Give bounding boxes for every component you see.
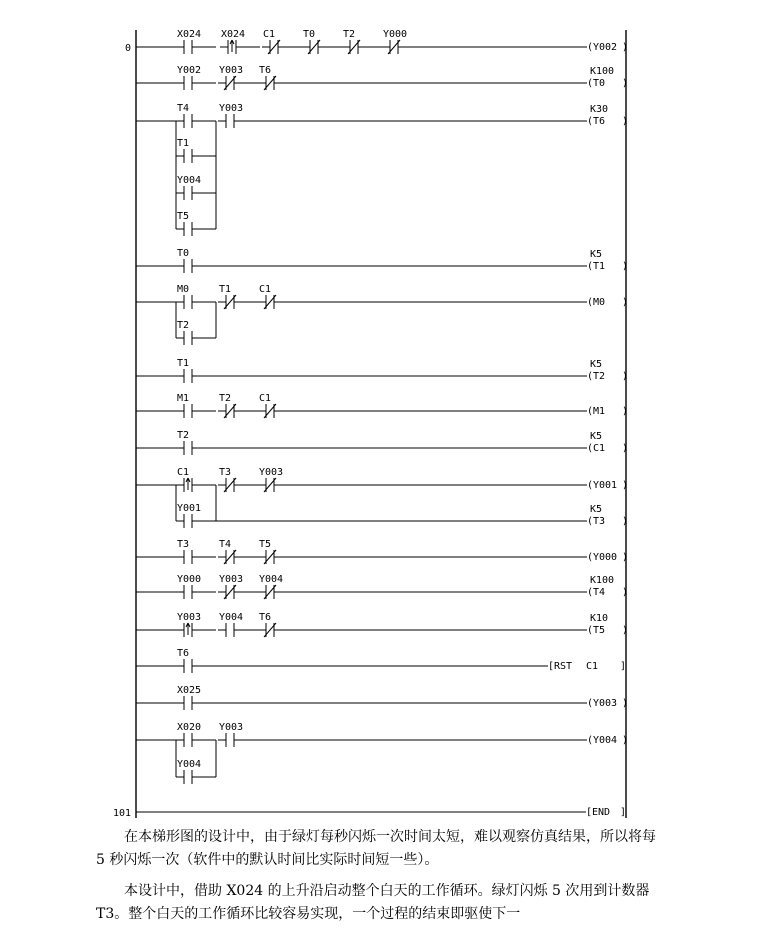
coil-label: Y004 bbox=[593, 735, 618, 746]
coil-label: T3 bbox=[593, 516, 606, 527]
coil-label: C1 bbox=[593, 443, 606, 454]
contact-label: Y004 bbox=[177, 175, 202, 186]
coil-bracket: ) bbox=[622, 698, 629, 709]
coil-label: T6 bbox=[593, 116, 606, 127]
step-number-end: 101 bbox=[112, 808, 131, 819]
coil-label: M1 bbox=[593, 406, 606, 417]
coil-bracket: ) bbox=[622, 297, 629, 308]
description-paragraph-1: 在本梯形图的设计中，由于绿灯每秒闪烁一次时间太短，难以观察仿真结果，所以将每 5 秒闪烁一次（软件中的默认时间比实际时间短一些）。 bbox=[96, 829, 656, 868]
contact-label: Y000 bbox=[383, 29, 408, 40]
coil-bracket: ( bbox=[587, 406, 594, 417]
description-paragraph-2: 本设计中，借助 X024 的上升沿启动整个白天的工作循环。绿灯闪烁 5 次用到计数器 T3。整个白天的工作循环比较容易实现，一个过程的结束即驱使下一 bbox=[96, 883, 650, 922]
coil-label: T2 bbox=[593, 371, 606, 382]
contact-label: T6 bbox=[177, 648, 190, 659]
coil-bracket: ( bbox=[587, 552, 594, 563]
coil-label: T1 bbox=[593, 261, 606, 272]
coil-bracket: ( bbox=[587, 261, 594, 272]
coil-bracket: ) bbox=[622, 78, 629, 89]
coil-preset: K5 bbox=[590, 249, 603, 260]
contact-label: T3 bbox=[219, 467, 232, 478]
contact-label: C1 bbox=[177, 467, 190, 478]
contact-label: T6 bbox=[259, 65, 272, 76]
coil-bracket: ) bbox=[622, 371, 629, 382]
contact-label: T1 bbox=[177, 358, 190, 369]
coil-bracket: ( bbox=[587, 516, 594, 527]
coil-bracket: ) bbox=[622, 625, 629, 636]
contact-label: T2 bbox=[177, 320, 190, 331]
coil-bracket: ) bbox=[622, 480, 629, 491]
contact-label: M1 bbox=[177, 393, 190, 404]
coil-label: Y000 bbox=[593, 552, 618, 563]
contact-label: Y003 bbox=[259, 467, 284, 478]
instruction-arg: C1 bbox=[586, 661, 599, 672]
contact-label: T5 bbox=[177, 211, 190, 222]
coil-label: Y003 bbox=[593, 698, 618, 709]
contact-label: Y003 bbox=[219, 574, 244, 585]
coil-bracket: ( bbox=[587, 116, 594, 127]
contact-label: Y003 bbox=[219, 722, 244, 733]
coil-preset: K5 bbox=[590, 359, 603, 370]
contact-label: T1 bbox=[177, 138, 190, 149]
contact-label: T2 bbox=[177, 430, 190, 441]
contact-label: Y004 bbox=[177, 759, 202, 770]
coil-bracket: ) bbox=[622, 116, 629, 127]
coil-label: Y002 bbox=[593, 42, 618, 53]
coil-label: T5 bbox=[593, 625, 606, 636]
contact-label: C1 bbox=[263, 29, 276, 40]
contact-label: C1 bbox=[259, 393, 272, 404]
coil-bracket: ) bbox=[622, 406, 629, 417]
contact-label: Y004 bbox=[259, 574, 284, 585]
contact-label: X024 bbox=[221, 29, 246, 40]
contact-label: X024 bbox=[177, 29, 202, 40]
contact-label: X020 bbox=[177, 722, 202, 733]
contact-label: Y003 bbox=[177, 612, 202, 623]
contact-label: T4 bbox=[177, 103, 190, 114]
coil-bracket: ( bbox=[587, 625, 594, 636]
coil-bracket: ( bbox=[587, 42, 594, 53]
contact-label: Y003 bbox=[219, 103, 244, 114]
contact-label: Y003 bbox=[219, 65, 244, 76]
contact-label: Y004 bbox=[219, 612, 244, 623]
contact-label: T4 bbox=[219, 539, 232, 550]
coil-preset: K100 bbox=[590, 575, 615, 586]
coil-label: Y001 bbox=[593, 480, 618, 491]
end-bracket: ] bbox=[620, 807, 627, 818]
coil-bracket: ( bbox=[587, 78, 594, 89]
contact-label: Y000 bbox=[177, 574, 202, 585]
coil-bracket: ( bbox=[587, 480, 594, 491]
coil-bracket: ( bbox=[587, 587, 594, 598]
coil-bracket: ) bbox=[622, 261, 629, 272]
coil-bracket: ( bbox=[587, 297, 594, 308]
coil-bracket: ) bbox=[622, 735, 629, 746]
coil-bracket: ( bbox=[587, 371, 594, 382]
step-number-start: 0 bbox=[124, 43, 131, 54]
coil-preset: K5 bbox=[590, 504, 603, 515]
coil-preset: K30 bbox=[590, 104, 609, 115]
coil-bracket: ) bbox=[622, 443, 629, 454]
coil-bracket: ) bbox=[622, 552, 629, 563]
coil-bracket: ( bbox=[587, 698, 594, 709]
contact-label: X025 bbox=[177, 685, 202, 696]
contact-label: T0 bbox=[303, 29, 316, 40]
contact-label: T0 bbox=[177, 248, 190, 259]
contact-label: C1 bbox=[259, 284, 272, 295]
contact-label: M0 bbox=[177, 284, 190, 295]
contact-label: T2 bbox=[219, 393, 232, 404]
end-instruction: [END bbox=[586, 807, 611, 818]
coil-preset: K5 bbox=[590, 431, 603, 442]
contact-label: T5 bbox=[259, 539, 272, 550]
coil-label: M0 bbox=[593, 297, 606, 308]
contact-label: T2 bbox=[343, 29, 356, 40]
contact-label: T1 bbox=[219, 284, 232, 295]
contact-label: T3 bbox=[177, 539, 190, 550]
instruction-bracket: ] bbox=[620, 661, 627, 672]
coil-bracket: ) bbox=[622, 42, 629, 53]
coil-preset: K100 bbox=[590, 66, 615, 77]
instruction-op: [RST bbox=[548, 661, 573, 672]
coil-bracket: ( bbox=[587, 735, 594, 746]
coil-bracket: ( bbox=[587, 443, 594, 454]
coil-bracket: ) bbox=[622, 587, 629, 598]
coil-preset: K10 bbox=[590, 613, 609, 624]
coil-bracket: ) bbox=[622, 516, 629, 527]
contact-label: Y001 bbox=[177, 503, 202, 514]
coil-label: T4 bbox=[593, 587, 606, 598]
contact-label: Y002 bbox=[177, 65, 202, 76]
coil-label: T0 bbox=[593, 78, 606, 89]
contact-label: T6 bbox=[259, 612, 272, 623]
